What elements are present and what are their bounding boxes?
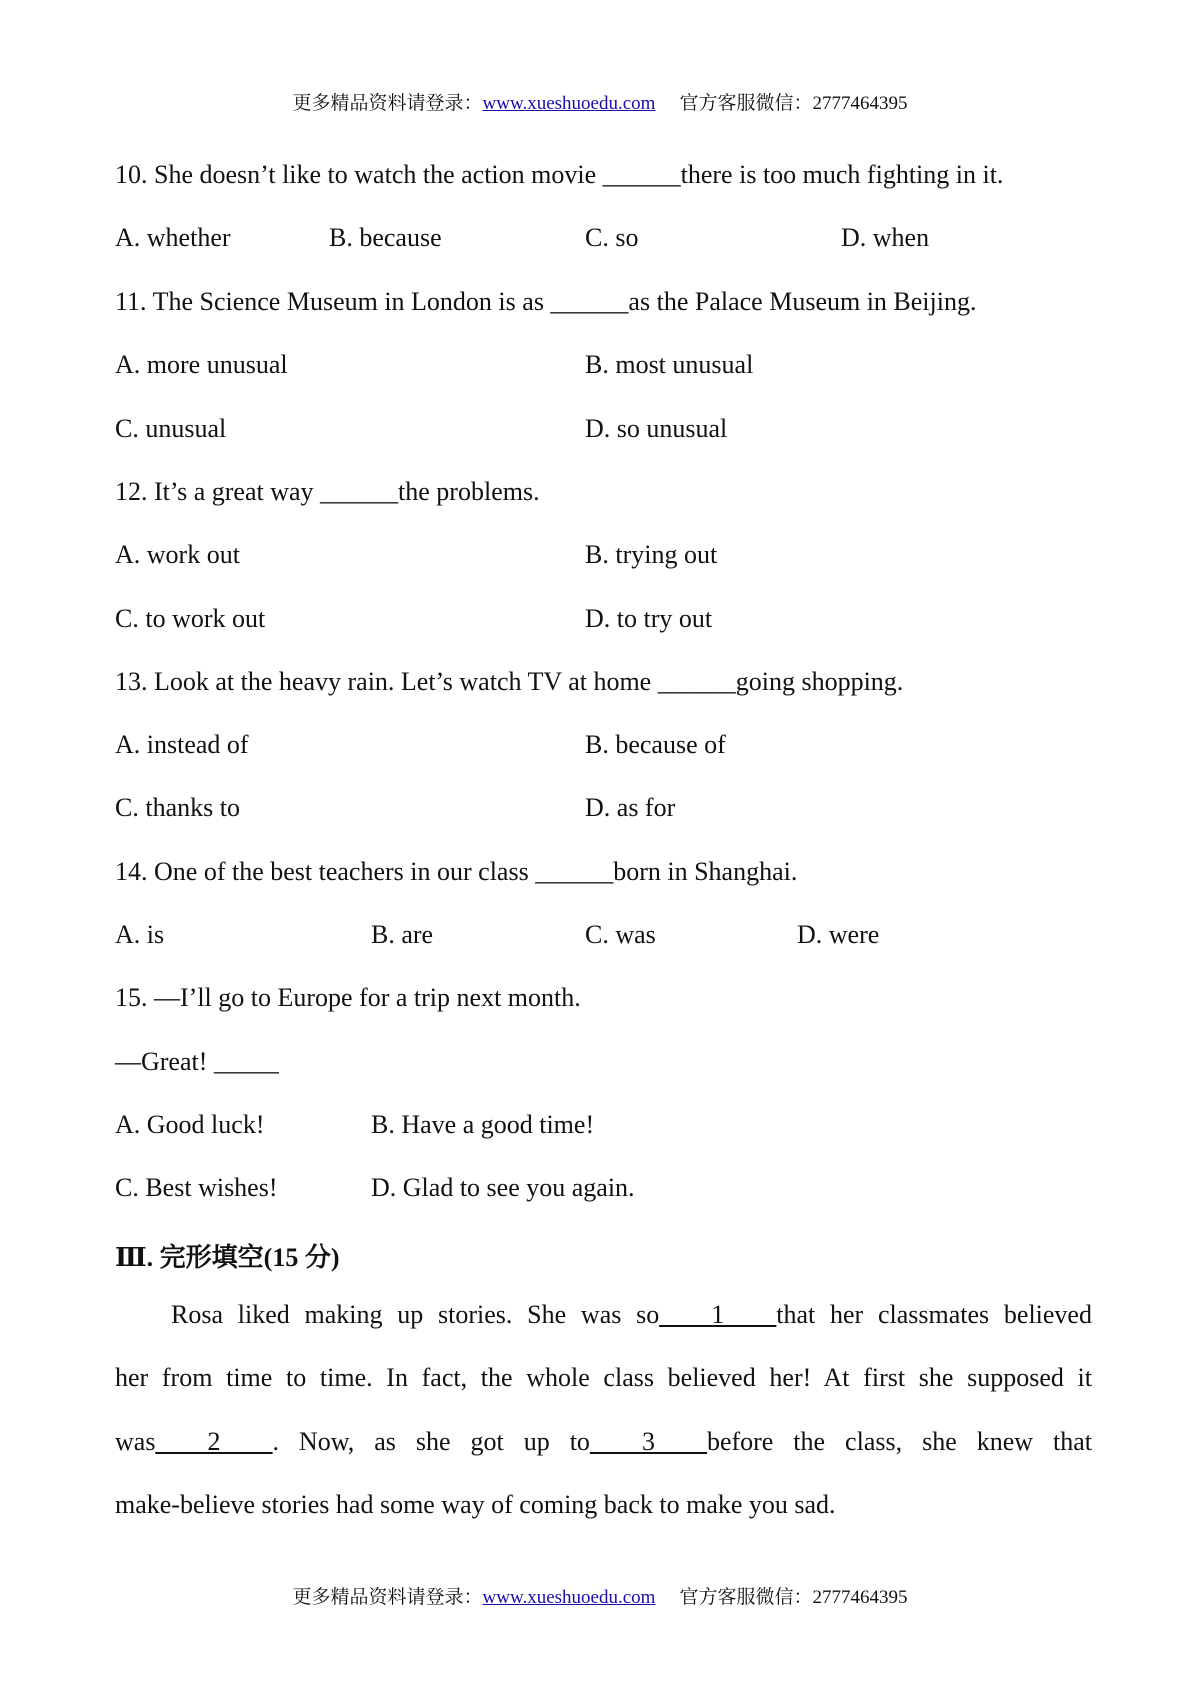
section-title: Ⅲ. 完形填空(15 分) (115, 1243, 340, 1272)
question-stem: 11. The Science Museum in London is as ______as the Palace Museum in Beijing. (115, 287, 977, 316)
question-stem: 10. She doesn’t like to watch the action movie ______there is too much fighting in it. (115, 160, 1004, 189)
option-d: D. were (797, 920, 880, 949)
header-prefix: 更多精品资料请登录： (292, 93, 483, 114)
page-header (0, 88, 1200, 115)
option-b: B. most unusual (585, 350, 754, 379)
footer-prefix: 更多精品资料请登录： (292, 1587, 483, 1608)
question-reply: —Great! _____ (115, 1047, 279, 1076)
option-a: A. instead of (115, 730, 249, 759)
option-d: D. when (841, 223, 930, 252)
option-b: B. Have a good time! (371, 1110, 595, 1139)
option-c: C. Best wishes! (115, 1173, 278, 1202)
cloze-blank: ____2____ (155, 1427, 273, 1456)
footer-link[interactable]: www.xueshuoedu.com (482, 1587, 656, 1608)
option-a: A. work out (115, 540, 240, 569)
option-b: B. because of (585, 730, 726, 759)
passage-text: make-believe stories had some way of coming back to make you sad. (115, 1490, 836, 1519)
cloze-blank: ____1____ (659, 1300, 777, 1329)
header-wechat: 官方客服微信：2777464395 (679, 93, 908, 114)
option-d: D. so unusual (585, 414, 728, 443)
question-stem: 15. —I’ll go to Europe for a trip next month. (115, 983, 581, 1012)
passage-line (115, 1490, 1092, 1520)
passage-text: was (115, 1427, 156, 1456)
passage-text: before the class, she knew that (706, 1427, 1092, 1456)
question-stem: 12. It’s a great way ______the problems. (115, 477, 540, 506)
passage-text: Rosa liked making up stories. She was so (171, 1300, 660, 1329)
question-stem: 13. Look at the heavy rain. Let’s watch TV at home ______going shopping. (115, 667, 904, 696)
passage-line (115, 1427, 1092, 1457)
option-c: C. unusual (115, 414, 227, 443)
passage-text: her from time to time. In fact, the whole class believed her! At first she supposed it (115, 1363, 1092, 1392)
option-a: A. more unusual (115, 350, 288, 379)
passage-line (115, 1300, 1092, 1330)
cloze-blank: ____3____ (589, 1427, 707, 1456)
option-a: A. whether (115, 223, 231, 252)
passage-text: . Now, as she got up to (272, 1427, 590, 1456)
footer-wechat: 官方客服微信：2777464395 (679, 1587, 908, 1608)
option-c: C. was (585, 920, 656, 949)
option-b: B. are (371, 920, 434, 949)
option-d: D. as for (585, 793, 676, 822)
passage-text: that her classmates believed (776, 1300, 1092, 1329)
option-b: B. trying out (585, 540, 718, 569)
option-c: C. so (585, 223, 639, 252)
option-c: C. to work out (115, 604, 266, 633)
option-a: A. Good luck! (115, 1110, 265, 1139)
question-stem: 14. One of the best teachers in our class ______born in Shanghai. (115, 857, 798, 886)
option-d: D. to try out (585, 604, 713, 633)
option-d: D. Glad to see you again. (371, 1173, 635, 1202)
header-link[interactable]: www.xueshuoedu.com (482, 93, 656, 114)
option-c: C. thanks to (115, 793, 240, 822)
option-a: A. is (115, 920, 165, 949)
page-footer (0, 1582, 1200, 1609)
option-b: B. because (329, 223, 442, 252)
passage-line (115, 1363, 1092, 1393)
